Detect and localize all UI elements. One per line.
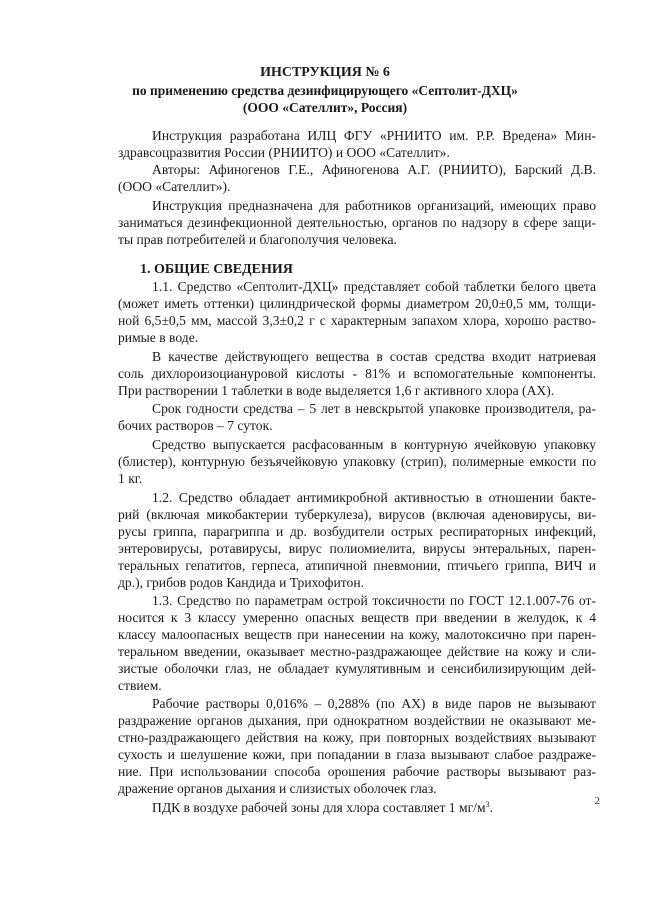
body-line: теральных гепатитов, герпеса, атипичной пневмонии, птичьего гриппа, ВИЧ и [118, 558, 596, 573]
body-line: носится к 3 классу умеренно опасных веществ при введении в желудок, к 4 [118, 610, 596, 625]
body-line: энтеровирусы, ротавирусы, вирус полиомиелита, вирусы энтеральных, парен- [118, 541, 596, 556]
body-line: 1.3. Средство по параметрам острой токсичности по ГОСТ 12.1.007-76 от- [152, 593, 596, 608]
body-line: 1 кг. [118, 471, 143, 486]
document-subtitle-company: (ООО «Сателлит», Россия) [242, 100, 408, 115]
body-line: рий (включая микобактерии туберкулеза), вирусов (включая аденовирусы, ви- [118, 507, 596, 522]
section-heading: 1. ОБЩИЕ СВЕДЕНИЯ [140, 262, 293, 277]
body-line: В качестве действующего вещества в состав средства входит натриевая [152, 349, 596, 364]
body-line: (блистер), контурную безъячейковую упаковку (стрип), полимерные емкости по [118, 454, 596, 469]
page-number: 2 [594, 795, 600, 807]
document-title: ИНСТРУКЦИЯ № 6 [260, 65, 390, 80]
body-line: Рабочие растворы 0,016% – 0,288% (по АХ) в виде паров не вызывают [152, 696, 596, 711]
intro-line: здравсоцразвития России (РНИИТО) и ООО «Сателлит». [118, 145, 450, 160]
body-line: (может иметь оттенки) цилиндрической формы диаметром 20,0±0,5 мм, толщи- [118, 296, 596, 311]
body-line: раздражение органов дыхания, при однократном воздействии не оказывают ме- [118, 713, 596, 728]
body-line: При растворении 1 таблетки в воде выделяется 1,6 г активного хлора (АХ). [118, 383, 555, 398]
body-line: соль дихлороизоциануровой кислоты - 81% и вспомогательные компоненты. [118, 366, 596, 381]
body-line: 1.1. Средство «Септолит-ДХЦ» представляет собой таблетки белого цвета [152, 279, 596, 294]
pdk-end: . [489, 800, 493, 815]
body-line: 1.2. Средство обладает антимикробной активностью в отношении бакте- [152, 490, 596, 505]
body-line: бочих растворов – 7 суток. [118, 418, 273, 433]
body-line: теральном введении, оказывает местно-раздражающее действие на кожу и сли- [118, 644, 596, 659]
intro-line: Инструкция разработана ИЛЦ ФГУ «РНИИТО им. Р.Р. Вредена» Мин- [152, 128, 596, 143]
body-line: Средство выпускается расфасованным в контурную ячейковую упаковку [152, 437, 596, 452]
body-line: сухость и шелушение кожи, при попадании в глаза вызывают слабое раздраже- [118, 747, 596, 762]
body-line: русы гриппа, парагриппа и др. возбудители острых респираторных инфекций, [118, 524, 596, 539]
body-line: классу малоопасных веществ при нанесении на кожу, малотоксично при парен- [118, 627, 596, 642]
pdk-text: ПДК в воздухе рабочей зоны для хлора составляет 1 мг/м [152, 800, 486, 815]
body-line: стно-раздражающего действия на кожу, при повторных воздействиях вызывают [118, 730, 596, 745]
body-line: ной 6,5±0,5 мм, массой 3,3±0,2 г с характерным запахом хлора, хорошо раство- [118, 313, 596, 328]
body-line: др.), грибов родов Кандида и Трихофитон. [118, 575, 365, 590]
document-subtitle: по применению средства дезинфицирующего «Септолит-ДХЦ» [132, 83, 518, 98]
body-line: римые в воде. [118, 330, 199, 345]
body-line: дражение органов дыхания и слизистых оболочек глаз. [118, 781, 437, 796]
intro-line: (ООО «Сателлит»). [118, 179, 231, 194]
pdk-line [152, 799, 596, 816]
intro-line: ты прав потребителей и благополучия человека. [118, 232, 397, 247]
intro-line: Инструкция предназначена для работников организаций, имеющих право [152, 198, 596, 213]
intro-line: заниматься дезинфекционной деятельностью, органов по надзору в сфере защи- [118, 215, 596, 230]
body-line: ствием. [118, 678, 162, 693]
body-line: зистые оболочки глаз, не обладает кумулятивным и сенсибилизирующим дей- [118, 661, 596, 676]
intro-line: Авторы: Афиногенов Г.Е., Афиногенова А.Г. (РНИИТО), Барский Д.В. [152, 162, 596, 177]
body-line: Срок годности средства – 5 лет в невскрытой упаковке производителя, ра- [152, 401, 596, 416]
body-line: ние. При использовании способа орошения рабочие растворы вызывают раз- [118, 764, 596, 779]
pdk-unit-superscript: 3 [485, 800, 490, 809]
